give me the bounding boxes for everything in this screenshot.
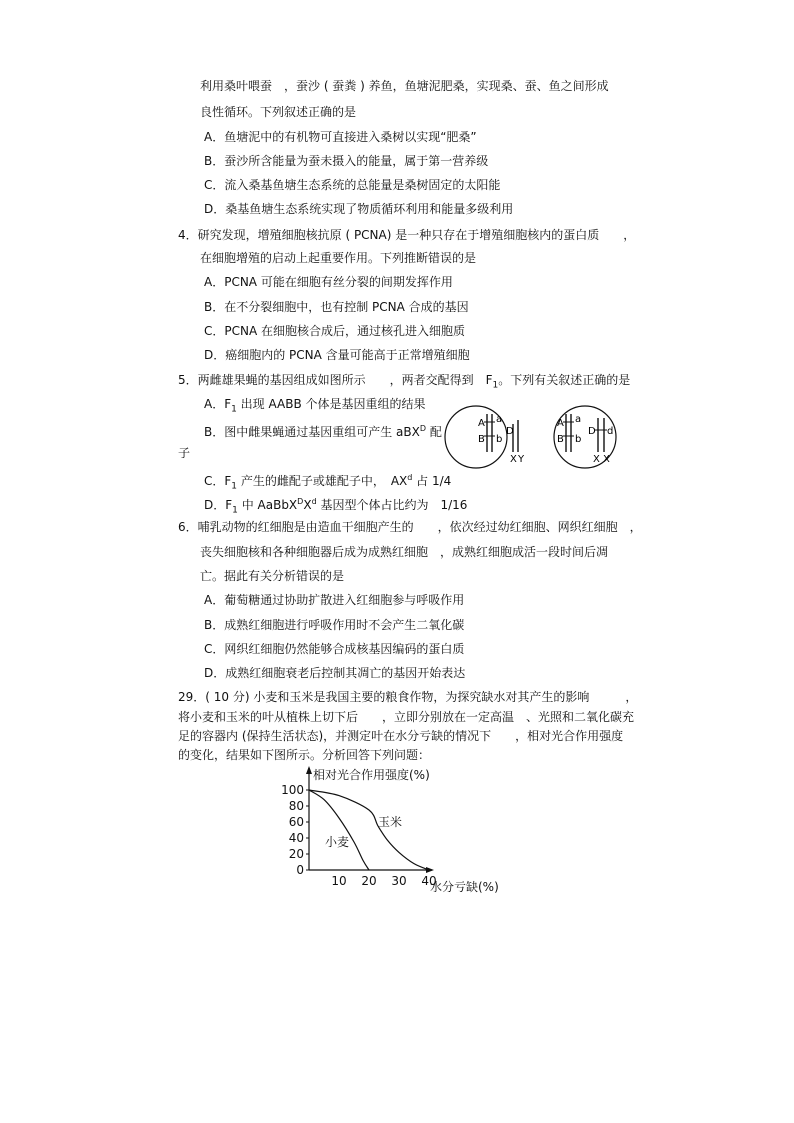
y-tick-label: 0 [296,863,304,877]
q29-line1: 29．( 10 分) 小麦和玉米是我国主要的粮食作物，为探究缺水对其产生的影响 ， [178,690,638,704]
series-label-0: 小麦 [325,835,350,849]
q3-line1: 利用桑叶喂蚕 ，蚕沙 ( 蚕粪 ) 养鱼，鱼塘泥肥桑，实现桑、蚕、鱼之间形成 [200,79,609,93]
y-tick-label: 20 [288,847,304,861]
series-label-1: 玉米 [378,815,403,829]
q6-line3: 亡。据此有关分析错误的是 [200,569,345,583]
q3-line2: 良性循环。下列叙述正确的是 [200,105,357,119]
q6-line2: 丧失细胞核和各种细胞器后成为成熟红细胞 ，成熟红细胞成活一段时间后凋 [200,545,609,559]
q5-option-b-wrap: 子 [178,446,191,460]
gene-label-B: B [557,434,564,445]
chromosome-diagram [440,404,626,470]
y-tick-label: 60 [288,815,304,829]
male-genotype-circle [445,406,525,468]
chrom-label-X: X [510,454,517,465]
q4-line2: 在细胞增殖的启动上起重要作用。下列推断错误的是 [200,251,477,265]
q6-option-d: D．成熟红细胞衰老后控制其凋亡的基因开始表达 [204,666,466,680]
q3-option-b: B．蚕沙所含能量为蚕未摄入的能量，属于第一营养级 [204,154,489,168]
x-tick-label: 30 [391,874,407,888]
x-tick-label: 20 [361,874,377,888]
q3-option-a: A．鱼塘泥中的有机物可直接进入桑树以实现“肥桑” [204,130,477,144]
q4-line1: 4．研究发现，增殖细胞核抗原 ( PCNA) 是一种只存在于增殖细胞核内的蛋白质 ， [178,228,636,242]
q5-option-a: A．$F_1$ 出现 AABB 个体是基因重组的结果 [204,397,426,415]
female-genotype-circle [554,406,616,468]
y-axis-arrow [306,766,312,774]
q6-option-b: B．成熟红细胞进行呼吸作用时不会产生二氧化碳 [204,618,465,632]
q3-option-d: D．桑基鱼塘生态系统实现了物质循环利用和能量多级利用 [204,202,514,216]
q5-option-c: C．$F_1$ 产生的雌配子或雄配子中， $AX^d$ 占 1/4 [204,473,452,492]
gene-label-a: a [575,414,582,425]
y-axis-label: 相对光合作用强度(%) [313,768,430,782]
gene-label-a: a [496,414,503,425]
q3-option-c: C．流入桑基鱼塘生态系统的总能量是桑树固定的太阳能 [204,178,501,192]
q6-option-a: A．葡萄糖通过协助扩散进入红细胞参与呼吸作用 [204,593,465,607]
q29-line4: 的变化，结果如下图所示。分析回答下列问题： [178,748,431,762]
x-tick-label: 40 [421,874,437,888]
y-tick-label: 100 [281,783,304,797]
q6-line1: 6．哺乳动物的红细胞是由造血干细胞产生的 ，依次经过幼红细胞、网织红细胞 ， [178,520,642,534]
gene-label-D: D [506,426,514,437]
y-tick-label: 40 [288,831,304,845]
q4-option-b: B．在不分裂细胞中，也有控制 PCNA 合成的基因 [204,300,469,314]
chrom-label-X: X [593,454,600,465]
gene-label-d: d [607,426,614,437]
q4-option-a: A．PCNA 可能在细胞有丝分裂的间期发挥作用 [204,275,453,289]
x-axis-arrow [426,867,434,873]
photosynthesis-chart [270,762,520,897]
q29-line2: 将小麦和玉米的叶从植株上切下后 ，立即分别放在一定高温 、光照和二氧化碳充 [178,710,635,724]
chrom-label-X: X [603,454,610,465]
series-line-0 [309,790,369,870]
gene-label-B: B [478,434,485,445]
x-axis-label: 水分亏缺(%) [430,880,499,894]
q29-line3: 足的容器内 (保持生活状态)，并测定叶在水分亏缺的情况下 ，相对光合作用强度 [178,729,624,743]
x-tick-label: 10 [331,874,347,888]
q4-option-d: D．癌细胞内的 PCNA 含量可能高于正常增殖细胞 [204,348,470,362]
chrom-label-Y: Y [518,454,525,465]
q5-option-d: D．$F_1$ 中 $AaBbX^DX^d$ 基因型个体占比约为 1/16 [204,497,468,516]
y-tick-label: 80 [288,799,304,813]
q4-option-c: C．PCNA 在细胞核合成后，通过核孔进入细胞质 [204,324,465,338]
gene-label-A: A [557,418,564,429]
q6-option-c: C．网织红细胞仍然能够合成核基因编码的蛋白质 [204,642,465,656]
gene-label-A: A [478,418,485,429]
gene-label-D: D [588,426,596,437]
gene-label-b: b [496,434,503,445]
q5-option-b: B．图中雌果蝇通过基因重组可产生 aBX$^D$ 配 [204,424,442,439]
q5-stem: 5．两雌雄果蝇的基因组成如图所示 ，两者交配得到 $F_1$。下列有关叙述正确的是 [178,373,631,391]
gene-label-b: b [575,434,582,445]
